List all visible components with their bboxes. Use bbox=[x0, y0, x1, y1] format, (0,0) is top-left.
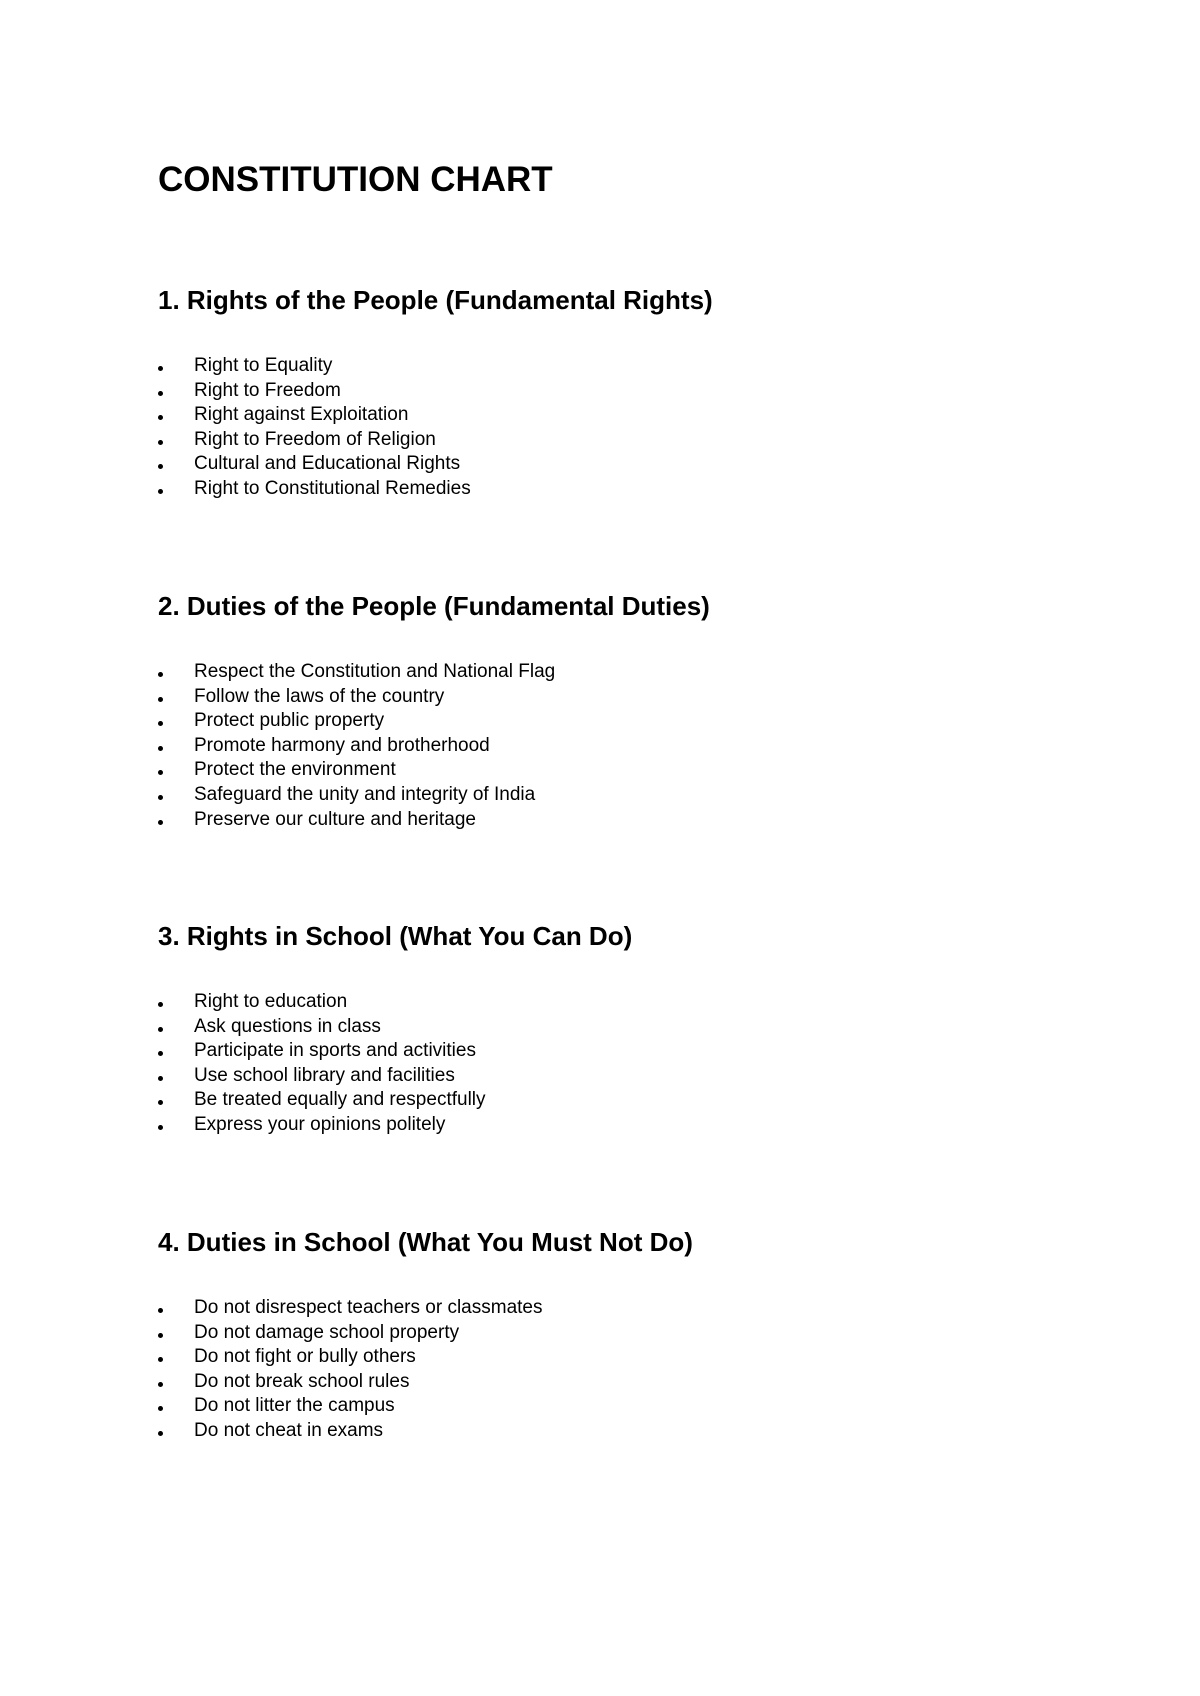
list-item bbox=[158, 1113, 1138, 1138]
bullet-icon bbox=[158, 415, 163, 420]
list-item-text: Do not fight or bully others bbox=[194, 1346, 416, 1368]
list-item bbox=[158, 1394, 1138, 1419]
list-item bbox=[158, 428, 1138, 453]
bullet-list bbox=[158, 660, 1138, 832]
list-item-text: Use school library and facilities bbox=[194, 1064, 455, 1086]
list-item-text: Do not cheat in exams bbox=[194, 1419, 384, 1441]
list-item bbox=[158, 452, 1138, 477]
list-item-text: Follow the laws of the country bbox=[194, 685, 445, 707]
list-item bbox=[158, 1321, 1138, 1346]
list-item bbox=[158, 808, 1138, 833]
list-item bbox=[158, 1039, 1138, 1064]
bullet-icon bbox=[158, 795, 163, 800]
list-item bbox=[158, 783, 1138, 808]
list-item bbox=[158, 1370, 1138, 1395]
list-item-text: Participate in sports and activities bbox=[194, 1040, 476, 1062]
list-item bbox=[158, 477, 1138, 502]
document-title: CONSTITUTION CHART bbox=[158, 160, 553, 199]
list-item bbox=[158, 1064, 1138, 1089]
list-item bbox=[158, 709, 1138, 734]
bullet-icon bbox=[158, 820, 163, 825]
list-item-text: Right against Exploitation bbox=[194, 404, 409, 426]
bullet-icon bbox=[158, 672, 163, 677]
bullet-icon bbox=[158, 770, 163, 775]
list-item bbox=[158, 1088, 1138, 1113]
bullet-icon bbox=[158, 1027, 163, 1032]
list-item-text: Ask questions in class bbox=[194, 1015, 381, 1037]
list-item-text: Protect public property bbox=[194, 710, 385, 732]
list-item-text: Preserve our culture and heritage bbox=[194, 808, 476, 830]
list-item bbox=[158, 354, 1138, 379]
bullet-icon bbox=[158, 391, 163, 396]
list-item-text: Right to Equality bbox=[194, 355, 333, 376]
section-school-rights bbox=[158, 919, 1138, 1138]
section-heading: 2. Duties of the People (Fundamental Duties) bbox=[158, 591, 710, 621]
list-item-text: Right to Constitutional Remedies bbox=[194, 477, 471, 499]
list-item bbox=[158, 734, 1138, 759]
bullet-icon bbox=[158, 1382, 163, 1387]
section-school-duties bbox=[158, 1225, 1138, 1444]
bullet-icon bbox=[158, 697, 163, 702]
bullet-icon bbox=[158, 440, 163, 445]
list-item-text: Protect the environment bbox=[194, 759, 396, 781]
bullet-icon bbox=[158, 1051, 163, 1056]
list-item-text: Express your opinions politely bbox=[194, 1113, 446, 1135]
list-item-text: Cultural and Educational Rights bbox=[194, 453, 461, 475]
section-heading: 1. Rights of the People (Fundamental Rights) bbox=[158, 285, 713, 315]
list-item bbox=[158, 685, 1138, 710]
bullet-icon bbox=[158, 489, 163, 494]
list-item bbox=[158, 990, 1138, 1015]
list-item bbox=[158, 1296, 1138, 1321]
list-item bbox=[158, 379, 1138, 404]
bullet-list bbox=[158, 1296, 1138, 1444]
list-item bbox=[158, 1015, 1138, 1040]
bullet-list bbox=[158, 354, 1138, 502]
bullet-icon bbox=[158, 366, 163, 371]
bullet-icon bbox=[158, 1002, 163, 1007]
bullet-icon bbox=[158, 1357, 163, 1362]
list-item-text: Safeguard the unity and integrity of India bbox=[194, 783, 536, 805]
bullet-icon bbox=[158, 464, 163, 469]
list-item-text: Be treated equally and respectfully bbox=[194, 1089, 486, 1111]
list-item-text: Right to Freedom of Religion bbox=[194, 428, 436, 450]
bullet-icon bbox=[158, 1308, 163, 1313]
list-item bbox=[158, 1345, 1138, 1370]
list-item bbox=[158, 403, 1138, 428]
bullet-icon bbox=[158, 721, 163, 726]
list-item-text: Do not break school rules bbox=[194, 1370, 410, 1392]
list-item-text: Respect the Constitution and National Flag bbox=[194, 661, 556, 682]
bullet-icon bbox=[158, 1431, 163, 1436]
section-fundamental-duties bbox=[158, 589, 1138, 832]
bullet-icon bbox=[158, 1076, 163, 1081]
section-heading: 4. Duties in School (What You Must Not Do) bbox=[158, 1227, 693, 1257]
section-fundamental-rights bbox=[158, 283, 1138, 502]
list-item bbox=[158, 660, 1138, 685]
list-item-text: Do not disrespect teachers or classmates bbox=[194, 1297, 543, 1318]
bullet-icon bbox=[158, 1100, 163, 1105]
bullet-icon bbox=[158, 1125, 163, 1130]
bullet-list bbox=[158, 990, 1138, 1138]
list-item-text: Do not damage school property bbox=[194, 1321, 460, 1343]
list-item-text: Right to Freedom bbox=[194, 379, 341, 401]
list-item-text: Do not litter the campus bbox=[194, 1395, 395, 1417]
list-item bbox=[158, 1419, 1138, 1444]
list-item bbox=[158, 758, 1138, 783]
section-heading: 3. Rights in School (What You Can Do) bbox=[158, 921, 633, 951]
bullet-icon bbox=[158, 746, 163, 751]
list-item-text: Right to education bbox=[194, 991, 348, 1012]
list-item-text: Promote harmony and brotherhood bbox=[194, 734, 490, 756]
bullet-icon bbox=[158, 1406, 163, 1411]
bullet-icon bbox=[158, 1333, 163, 1338]
